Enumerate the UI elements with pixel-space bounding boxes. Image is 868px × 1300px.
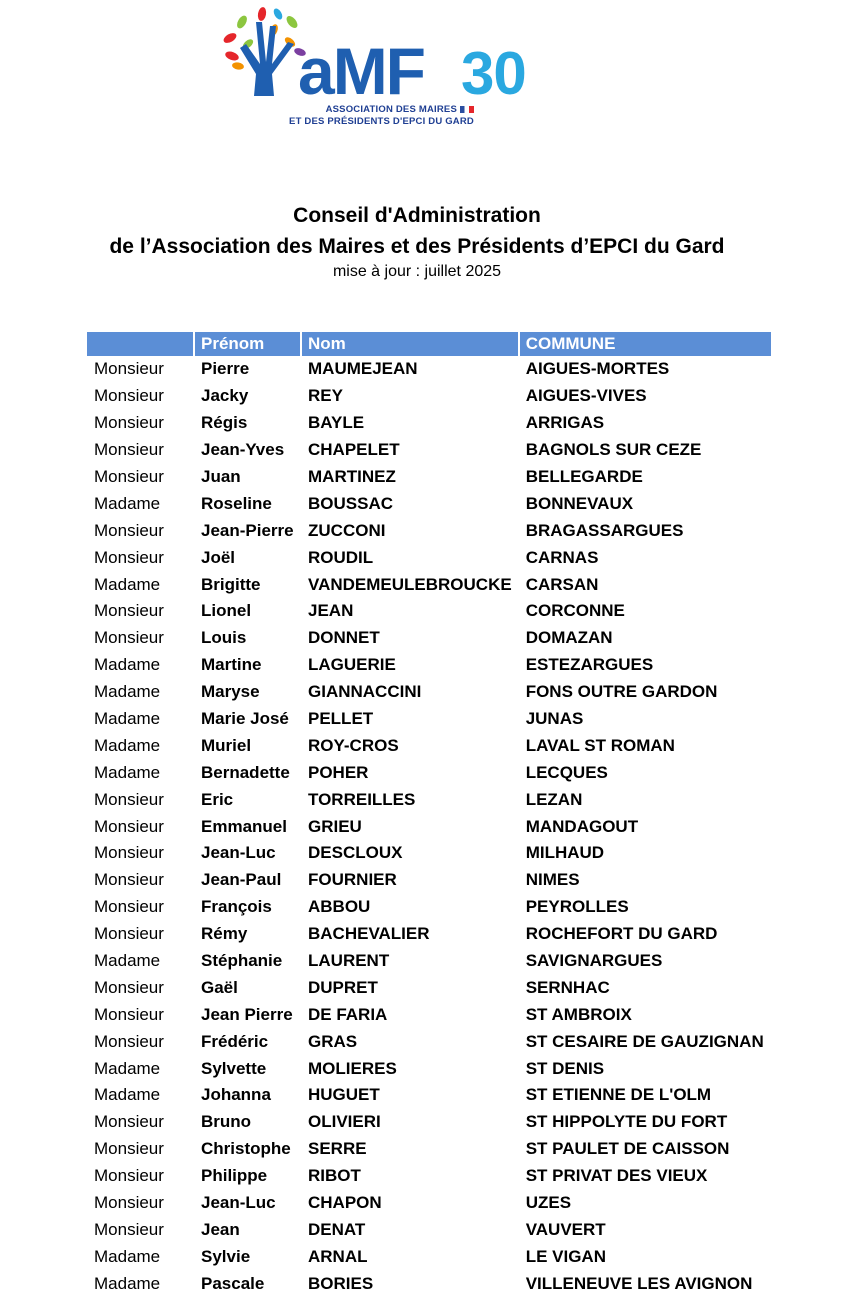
- cell-prenom: Stéphanie: [201, 951, 283, 971]
- cell-commune: BELLEGARDE: [525, 467, 643, 486]
- svg-text:30: 30: [461, 40, 526, 104]
- cell-commune: JUNAS: [525, 709, 584, 729]
- cell-prenom: Jean-Paul: [201, 870, 282, 890]
- cell-prenom: François: [201, 897, 272, 917]
- update-date: mise à jour : juillet 2025: [332, 263, 502, 280]
- table-row: [87, 652, 771, 679]
- cell-commune: BONNEVAUX: [525, 493, 634, 513]
- cell-nom: TORREILLES: [308, 789, 416, 809]
- cell-prenom: Jean Pierre: [201, 1004, 293, 1024]
- cell-commune: PEYROLLES: [525, 897, 629, 917]
- table-row: [87, 437, 771, 464]
- column-header-nom: Nom: [301, 332, 519, 356]
- column-header-prenom: Prénom: [194, 332, 301, 356]
- cell-civilite: Monsieur: [94, 467, 164, 486]
- cell-civilite: Monsieur: [94, 977, 164, 997]
- cell-civilite: Monsieur: [94, 1004, 164, 1024]
- table-row: [87, 1136, 771, 1163]
- cell-commune: CARNAS: [525, 547, 599, 567]
- cell-commune: BRAGASSARGUES: [525, 520, 684, 540]
- cell-prenom: Jean-Yves: [201, 440, 285, 460]
- tree-hand-logo-icon: [218, 4, 560, 104]
- cell-nom: JEAN: [308, 601, 354, 621]
- cell-prenom: Philippe: [201, 1166, 268, 1186]
- french-flag-icon: [460, 106, 474, 113]
- cell-nom: MARTINEZ: [308, 467, 396, 486]
- cell-prenom: Marie José: [201, 709, 289, 729]
- cell-commune: ST HIPPOLYTE DU FORT: [525, 1112, 728, 1132]
- table-row: [87, 759, 771, 786]
- cell-civilite: Monsieur: [94, 359, 164, 379]
- cell-civilite: Madame: [94, 762, 161, 782]
- cell-civilite: Monsieur: [94, 816, 164, 836]
- cell-nom: ROY-CROS: [308, 735, 399, 755]
- cell-nom: REY: [308, 386, 343, 406]
- cell-prenom: Emmanuel: [201, 816, 287, 836]
- amf30-logo: [218, 4, 560, 132]
- cell-nom: OLIVIERI: [308, 1112, 381, 1132]
- cell-civilite: Monsieur: [94, 628, 164, 648]
- cell-civilite: Monsieur: [94, 440, 164, 460]
- cell-prenom: Jean: [201, 1219, 240, 1239]
- cell-nom: DESCLOUX: [308, 843, 403, 863]
- table-row: [87, 1243, 771, 1270]
- table-row: [87, 948, 771, 975]
- cell-commune: LAVAL ST ROMAN: [525, 735, 675, 755]
- table-row: [87, 490, 771, 517]
- cell-civilite: Madame: [94, 655, 161, 675]
- cell-prenom: Gaël: [201, 977, 238, 997]
- cell-civilite: Monsieur: [94, 897, 164, 917]
- cell-commune: BAGNOLS SUR CEZE: [525, 440, 702, 460]
- cell-nom: CHAPELET: [308, 440, 400, 460]
- logo-line2: ET DES PRÉSIDENTS D'EPCI DU GARD: [289, 116, 474, 127]
- cell-nom: BACHEVALIER: [308, 924, 430, 944]
- cell-civilite: Monsieur: [94, 547, 164, 567]
- cell-civilite: Monsieur: [94, 924, 164, 944]
- cell-prenom: Sylvette: [201, 1058, 267, 1078]
- cell-nom: DE FARIA: [308, 1004, 388, 1024]
- cell-prenom: Roseline: [201, 493, 272, 513]
- cell-prenom: Régis: [201, 413, 248, 433]
- cell-civilite: Monsieur: [94, 520, 164, 540]
- logo-line1: ASSOCIATION DES MAIRES: [325, 104, 457, 115]
- cell-civilite: Madame: [94, 951, 161, 971]
- table-row: [87, 679, 771, 706]
- cell-civilite: Monsieur: [94, 1219, 164, 1239]
- table-row: [87, 921, 771, 948]
- cell-prenom: Jacky: [201, 386, 249, 406]
- table-row: [87, 974, 771, 1001]
- cell-nom: DENAT: [308, 1219, 366, 1239]
- table-row: [87, 625, 771, 652]
- cell-prenom: Sylvie: [201, 1246, 251, 1266]
- cell-civilite: Madame: [94, 709, 161, 729]
- cell-civilite: Monsieur: [94, 1031, 164, 1051]
- cell-commune: CORCONNE: [525, 601, 625, 621]
- column-header-civilite: [87, 332, 194, 356]
- cell-civilite: Madame: [94, 574, 161, 594]
- cell-nom: SERRE: [308, 1139, 367, 1159]
- cell-commune: SERNHAC: [525, 977, 610, 997]
- cell-civilite: Madame: [94, 735, 161, 755]
- cell-commune: AIGUES-MORTES: [525, 359, 670, 379]
- cell-commune: ST PAULET DE CAISSON: [525, 1139, 730, 1159]
- cell-civilite: Madame: [94, 1246, 161, 1266]
- table-row: [87, 1001, 771, 1028]
- cell-nom: POHER: [308, 762, 369, 782]
- cell-nom: HUGUET: [308, 1085, 380, 1105]
- cell-prenom: Juan: [201, 467, 241, 486]
- cell-civilite: Monsieur: [94, 1166, 164, 1186]
- table-header-row: [87, 332, 771, 356]
- cell-civilite: Monsieur: [94, 1112, 164, 1132]
- table-row: [87, 732, 771, 759]
- cell-nom: BORIES: [308, 1273, 374, 1293]
- cell-prenom: Eric: [201, 789, 234, 809]
- cell-prenom: Martine: [201, 655, 262, 675]
- cell-civilite: Madame: [94, 493, 161, 513]
- cell-commune: ST ETIENNE DE L'OLM: [525, 1085, 712, 1105]
- cell-civilite: Monsieur: [94, 1193, 164, 1213]
- cell-prenom: Maryse: [201, 682, 260, 702]
- cell-nom: ARNAL: [308, 1246, 368, 1266]
- table-row: [87, 517, 771, 544]
- cell-commune: SAVIGNARGUES: [525, 951, 663, 971]
- cell-prenom: Joël: [201, 547, 236, 567]
- table-row: [87, 1082, 771, 1109]
- cell-civilite: Monsieur: [94, 843, 164, 863]
- cell-nom: ZUCCONI: [308, 520, 386, 540]
- cell-prenom: Louis: [201, 628, 247, 648]
- column-header-commune: COMMUNE: [519, 332, 771, 356]
- cell-nom: GRAS: [308, 1031, 358, 1051]
- cell-prenom: Brigitte: [201, 574, 261, 594]
- table-row: [87, 1055, 771, 1082]
- table-row: [87, 571, 771, 598]
- table-row: [87, 410, 771, 437]
- cell-nom: GIANNACCINI: [308, 682, 422, 702]
- cell-civilite: Madame: [94, 1273, 161, 1293]
- cell-prenom: Bruno: [201, 1112, 252, 1132]
- cell-commune: NIMES: [525, 870, 580, 890]
- cell-prenom: Lionel: [201, 601, 252, 621]
- table-row: [87, 894, 771, 921]
- cell-civilite: Madame: [94, 1085, 161, 1105]
- cell-nom: BOUSSAC: [308, 493, 394, 513]
- table-row: [87, 813, 771, 840]
- cell-prenom: Johanna: [201, 1085, 271, 1105]
- cell-commune: CARSAN: [525, 574, 599, 594]
- table-row: [87, 544, 771, 571]
- page-title-line1: Conseil d'Administration: [293, 204, 541, 227]
- cell-nom: FOURNIER: [308, 870, 397, 890]
- cell-civilite: Monsieur: [94, 386, 164, 406]
- cell-nom: BAYLE: [308, 413, 365, 433]
- cell-civilite: Monsieur: [94, 1139, 164, 1159]
- table-row: [87, 786, 771, 813]
- cell-civilite: Madame: [94, 1058, 161, 1078]
- header: [0, 200, 834, 284]
- cell-nom: VANDEMEULEBROUCKE: [308, 574, 512, 594]
- cell-prenom: Pascale: [201, 1273, 265, 1293]
- cell-nom: GRIEU: [308, 816, 362, 836]
- cell-commune: ROCHEFORT DU GARD: [525, 924, 718, 944]
- table-row: [87, 1270, 771, 1297]
- cell-commune: ST CESAIRE DE GAUZIGNAN: [525, 1031, 764, 1051]
- cell-prenom: Jean-Luc: [201, 1193, 276, 1213]
- board-members-table: [87, 332, 771, 1297]
- table-row: [87, 598, 771, 625]
- table-row: [87, 867, 771, 894]
- table-row: [87, 1217, 771, 1244]
- cell-commune: ESTEZARGUES: [525, 655, 654, 675]
- cell-commune: MILHAUD: [525, 843, 605, 863]
- cell-nom: LAURENT: [308, 951, 390, 971]
- cell-prenom: Christophe: [201, 1139, 291, 1159]
- cell-prenom: Muriel: [201, 735, 252, 755]
- cell-commune: VAUVERT: [525, 1219, 606, 1239]
- cell-commune: MANDAGOUT: [525, 816, 639, 836]
- cell-nom: LAGUERIE: [308, 655, 396, 675]
- table-row: [87, 1190, 771, 1217]
- cell-civilite: Madame: [94, 682, 161, 702]
- table-row: [87, 356, 771, 383]
- cell-commune: AIGUES-VIVES: [525, 386, 647, 406]
- table-row: [87, 383, 771, 410]
- cell-nom: MAUMEJEAN: [308, 359, 418, 379]
- table-row: [87, 464, 771, 491]
- cell-prenom: Pierre: [201, 359, 250, 379]
- cell-commune: UZES: [525, 1193, 572, 1213]
- cell-commune: ARRIGAS: [525, 413, 605, 433]
- cell-nom: PELLET: [308, 709, 374, 729]
- cell-commune: VILLENEUVE LES AVIGNON: [525, 1273, 753, 1293]
- cell-commune: LE VIGAN: [525, 1246, 606, 1266]
- cell-nom: DONNET: [308, 628, 380, 648]
- cell-commune: LECQUES: [525, 762, 608, 782]
- cell-civilite: Monsieur: [94, 789, 164, 809]
- cell-civilite: Monsieur: [94, 601, 164, 621]
- cell-prenom: Rémy: [201, 924, 248, 944]
- cell-nom: RIBOT: [308, 1166, 361, 1186]
- cell-commune: ST DENIS: [525, 1058, 605, 1078]
- cell-prenom: Jean-Luc: [201, 843, 276, 863]
- cell-commune: ST AMBROIX: [525, 1004, 632, 1024]
- cell-nom: CHAPON: [308, 1193, 382, 1213]
- cell-nom: MOLIERES: [308, 1058, 397, 1078]
- table-row: [87, 840, 771, 867]
- cell-nom: ABBOU: [308, 897, 371, 917]
- table-row: [87, 1163, 771, 1190]
- cell-civilite: Monsieur: [94, 413, 164, 433]
- cell-prenom: Bernadette: [201, 762, 290, 782]
- cell-commune: LEZAN: [525, 789, 583, 809]
- cell-nom: DUPRET: [308, 977, 378, 997]
- table-row: [87, 1028, 771, 1055]
- table-row: [87, 1109, 771, 1136]
- cell-nom: ROUDIL: [308, 547, 374, 567]
- svg-text:aMF: aMF: [298, 34, 424, 104]
- cell-commune: DOMAZAN: [525, 628, 613, 648]
- table-row: [87, 706, 771, 733]
- cell-commune: FONS OUTRE GARDON: [525, 682, 718, 702]
- cell-civilite: Monsieur: [94, 870, 164, 890]
- page-title-line2: de l’Association des Maires et des Présidents d’EPCI du Gard: [109, 235, 725, 258]
- cell-prenom: Frédéric: [201, 1031, 269, 1051]
- cell-prenom: Jean-Pierre: [201, 520, 294, 540]
- cell-commune: ST PRIVAT DES VIEUX: [525, 1166, 708, 1186]
- logo-subtitle: [218, 104, 474, 128]
